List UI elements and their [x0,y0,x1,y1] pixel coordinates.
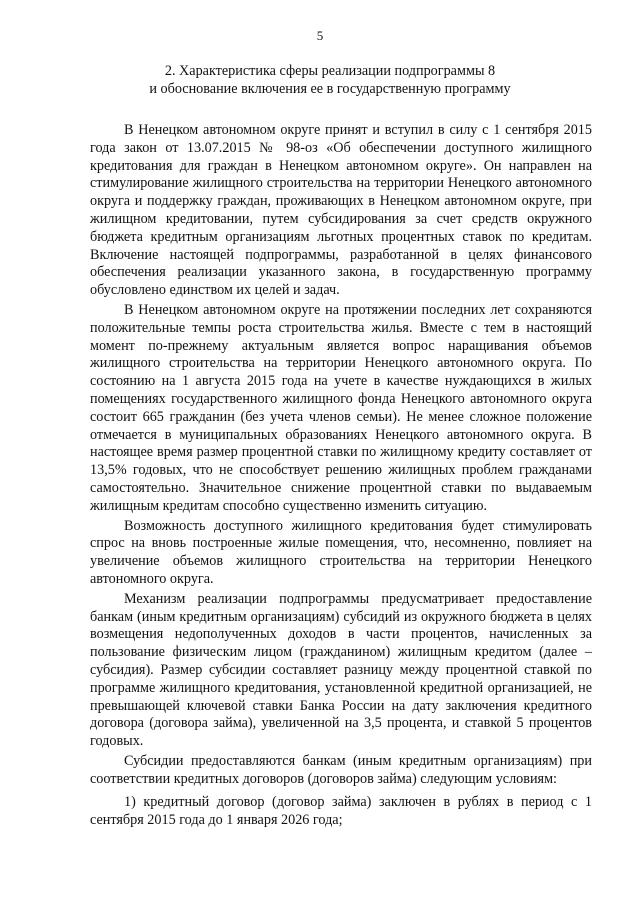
condition-item-1: 1) кредитный договор (договор займа) заключен в рублях в период с 1 сентября 2015 года до 1 января 2026 года; [90,794,592,829]
paragraph-subsidy-mechanism: Механизм реализации подпрограммы предусматривает предоставление банкам (иным кредитным организациям) субсидий из окружного бюджета в целях возмещения недополученных доходов в части процентов, начисленных за пользование физическим лицом (гражданином) жилищным кредитом (далее – субсидия). Размер субсидии составляет разницу между процентной ставкой по программе жилищного кредитования, установленной кредитной организацией, не превышающей ключевой ставки Банка России на дату заключения кредитного договора (договора займа), увеличенной на 3,5 процента, и ставкой 5 процентов годовых. [90,590,592,750]
paragraph-subsidy-conditions: Субсидии предоставляются банкам (иным кредитным организациям) при соответствии кредитных договоров (договоров займа) следующим условиям: [90,752,592,787]
paragraph-credit-availability: Возможность доступного жилищного кредитования будет стимулировать спрос на вновь построенные жилые помещения, что, несомненно, повлияет на увеличение объемов жилищного строительства на территории Ненецкого автономного округа. [90,517,592,587]
section-heading [70,62,590,98]
paragraph-housing-growth: В Ненецком автономном округе на протяжении последних лет сохраняются положительные темпы роста строительства жилья. Вместе с тем в настоящий момент по-прежнему актуальным является вопрос наращивания объемов жилищного строительства на территории Ненецкого автономного округа. По состоянию на 1 августа 2015 года на учете в качестве нуждающихся в жилых помещениях государственного жилищного фонда Ненецкого автономного округа состоит 665 гражданин (без учета членов семьи). Не менее сложное положение отмечается в муниципальных образованиях Ненецкого автономного округа. В настоящее время размер процентной ставки по жилищному кредиту составляет от 13,5% годовых, что не способствует решению жилищных проблем гражданами самостоятельно. Значительное снижение процентной ставки по выдаваемым жилищным кредитам способно существенно изменить ситуацию. [90,301,592,514]
document-body [90,122,592,832]
section-heading-line-2: и обоснование включения ее в государственную программу [149,81,511,97]
paragraph-law-adoption: В Ненецком автономном округе принят и вступил в силу с 1 сентября 2015 года закон от 13.07.2015 № 98-оз «Об обеспечении доступного жилищного кредитования для граждан в Ненецком автономном округе». Он направлен на стимулирование жилищного строительства на территории Ненецкого автономного округа и поддержку граждан, проживающих в Ненецком автономном округе, при жилищном кредитовании, путем субсидирования за счет средств окружного бюджета кредитным организациям льготных процентных ставок по кредитам. Включение настоящей подпрограммы, разработанной в целях финансового обеспечения реализации указанного закона, в государственную программу обусловлено единством их целей и задач. [90,122,592,299]
page-number: 5 [316,28,324,43]
section-heading-line-1: 2. Характеристика сферы реализации подпрограммы 8 [164,63,496,79]
